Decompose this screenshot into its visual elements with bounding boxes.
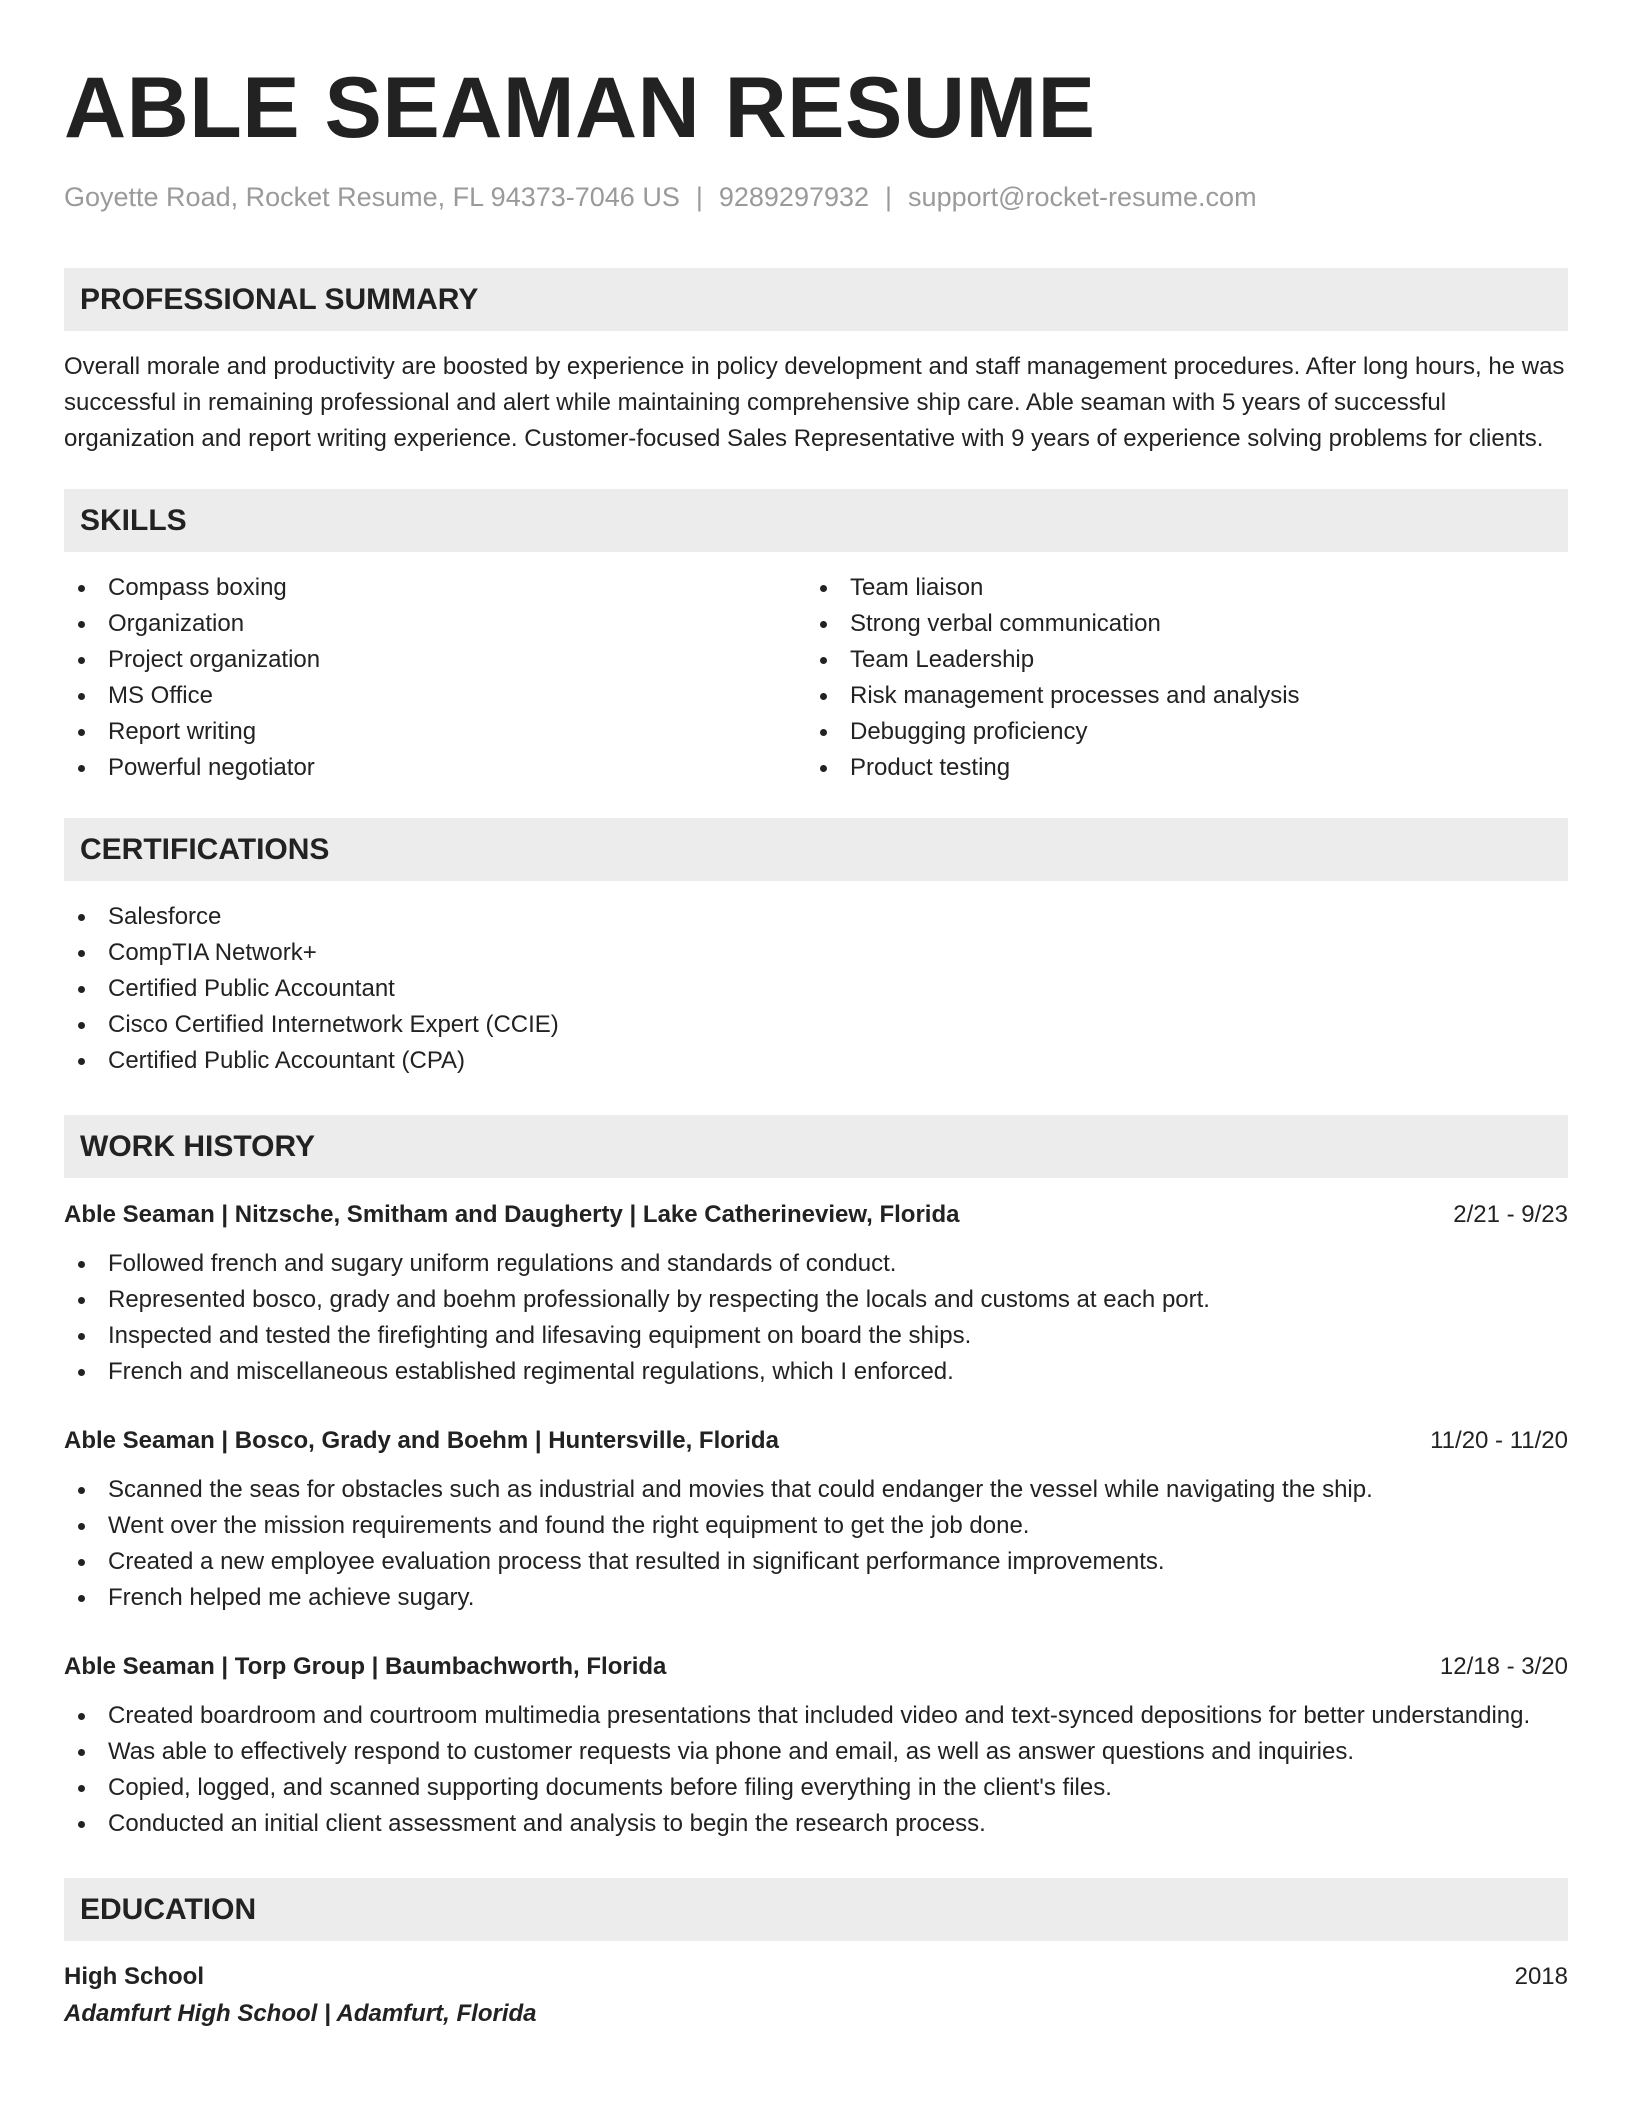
job-bullet: Copied, logged, and scanned supporting documents before filing everything in the client's files. <box>64 1770 1568 1806</box>
job-entry <box>64 1650 1568 1842</box>
section-header-summary <box>64 268 1568 331</box>
job-title: Able Seaman | Bosco, Grady and Boehm | Huntersville, Florida <box>64 1427 779 1454</box>
job-bullet: Went over the mission requirements and found the right equipment to get the job done. <box>64 1508 1568 1544</box>
education-entry <box>64 1959 1568 2033</box>
skill-item: Strong verbal communication <box>806 606 1548 642</box>
section-title: WORK HISTORY <box>80 1129 316 1163</box>
contact-separator: | <box>885 182 893 212</box>
job-bullet: French helped me achieve sugary. <box>64 1580 1568 1616</box>
job-bullets <box>64 1698 1568 1842</box>
skill-item: Risk management processes and analysis <box>806 678 1548 714</box>
certification-item: Cisco Certified Internetwork Expert (CCIE) <box>64 1007 1568 1043</box>
section-header-skills <box>64 489 1568 552</box>
job-bullet: Created a new employee evaluation process that resulted in significant performance improvements. <box>64 1544 1568 1580</box>
job-title: Able Seaman | Nitzsche, Smitham and Daugherty | Lake Catherineview, Florida <box>64 1201 960 1228</box>
job-bullet: Created boardroom and courtroom multimedia presentations that included video and text-synced depositions for better understanding. <box>64 1698 1568 1734</box>
contact-phone: 9289297932 <box>718 182 870 212</box>
certification-item: Salesforce <box>64 899 1568 935</box>
education-degree: High School <box>64 1963 204 1990</box>
section-title: EDUCATION <box>80 1892 257 1926</box>
certification-item: Certified Public Accountant <box>64 971 1568 1007</box>
resume-title: ABLE SEAMAN RESUME <box>64 60 1096 156</box>
skill-item: Report writing <box>64 714 806 750</box>
skill-item: Team Leadership <box>806 642 1548 678</box>
skills-grid <box>64 570 1568 786</box>
summary-text: Overall morale and productivity are boosted by experience in policy development and staff management procedures. After long hours, he was successful in remaining professional and alert while maintaining comprehensive ship care. Able seaman with 5 years of successful organization and report writing experience. Customer-focused Sales Representative with 9 years of experience solving problems for clients. <box>64 353 1565 452</box>
skills-list-left <box>64 570 806 786</box>
job-header <box>64 1424 1568 1458</box>
skill-item: Powerful negotiator <box>64 750 806 786</box>
contact-email: support@rocket-resume.com <box>908 182 1257 212</box>
skill-item: MS Office <box>64 678 806 714</box>
job-bullet: Scanned the seas for obstacles such as industrial and movies that could endanger the vessel while navigating the ship. <box>64 1472 1568 1508</box>
job-bullet: Was able to effectively respond to customer requests via phone and email, as well as answer questions and inquiries. <box>64 1734 1568 1770</box>
section-title: CERTIFICATIONS <box>80 832 330 866</box>
job-bullets <box>64 1472 1568 1616</box>
job-bullet: Represented bosco, grady and boehm professionally by respecting the locals and customs at each port. <box>64 1282 1568 1318</box>
job-entry <box>64 1198 1568 1390</box>
education-header <box>64 1959 1568 1995</box>
job-bullet: Conducted an initial client assessment and analysis to begin the research process. <box>64 1806 1568 1842</box>
education-year: 2018 <box>1514 1963 1568 1990</box>
job-header <box>64 1198 1568 1232</box>
section-header-education <box>64 1878 1568 1941</box>
certification-item: CompTIA Network+ <box>64 935 1568 971</box>
skill-item: Team liaison <box>806 570 1548 606</box>
skill-item: Debugging proficiency <box>806 714 1548 750</box>
contact-separator: | <box>695 182 703 212</box>
skill-item: Product testing <box>806 750 1548 786</box>
section-title: PROFESSIONAL SUMMARY <box>80 282 479 316</box>
contact-address: Goyette Road, Rocket Resume, FL 94373-7046 US <box>64 182 680 212</box>
section-header-certifications <box>64 818 1568 881</box>
job-dates: 11/20 - 11/20 <box>1430 1427 1568 1454</box>
education-school: Adamfurt High School | Adamfurt, Florida <box>64 2000 537 2027</box>
section-header-work-history <box>64 1115 1568 1178</box>
job-header <box>64 1650 1568 1684</box>
skill-item: Compass boxing <box>64 570 806 606</box>
job-dates: 12/18 - 3/20 <box>1439 1653 1568 1680</box>
certification-item: Certified Public Accountant (CPA) <box>64 1043 1568 1079</box>
job-entry <box>64 1424 1568 1616</box>
skill-item: Project organization <box>64 642 806 678</box>
job-bullet: Inspected and tested the firefighting and lifesaving equipment on board the ships. <box>64 1318 1568 1354</box>
job-bullet: French and miscellaneous established regimental regulations, which I enforced. <box>64 1354 1568 1390</box>
certifications-list <box>64 899 1568 1079</box>
job-title: Able Seaman | Torp Group | Baumbachworth, Florida <box>64 1653 667 1680</box>
job-bullet: Followed french and sugary uniform regulations and standards of conduct. <box>64 1246 1568 1282</box>
skills-list-right <box>806 570 1548 786</box>
job-dates: 2/21 - 9/23 <box>1453 1201 1568 1228</box>
contact-line <box>64 180 1568 214</box>
skill-item: Organization <box>64 606 806 642</box>
job-bullets <box>64 1246 1568 1390</box>
section-title: SKILLS <box>80 503 187 537</box>
